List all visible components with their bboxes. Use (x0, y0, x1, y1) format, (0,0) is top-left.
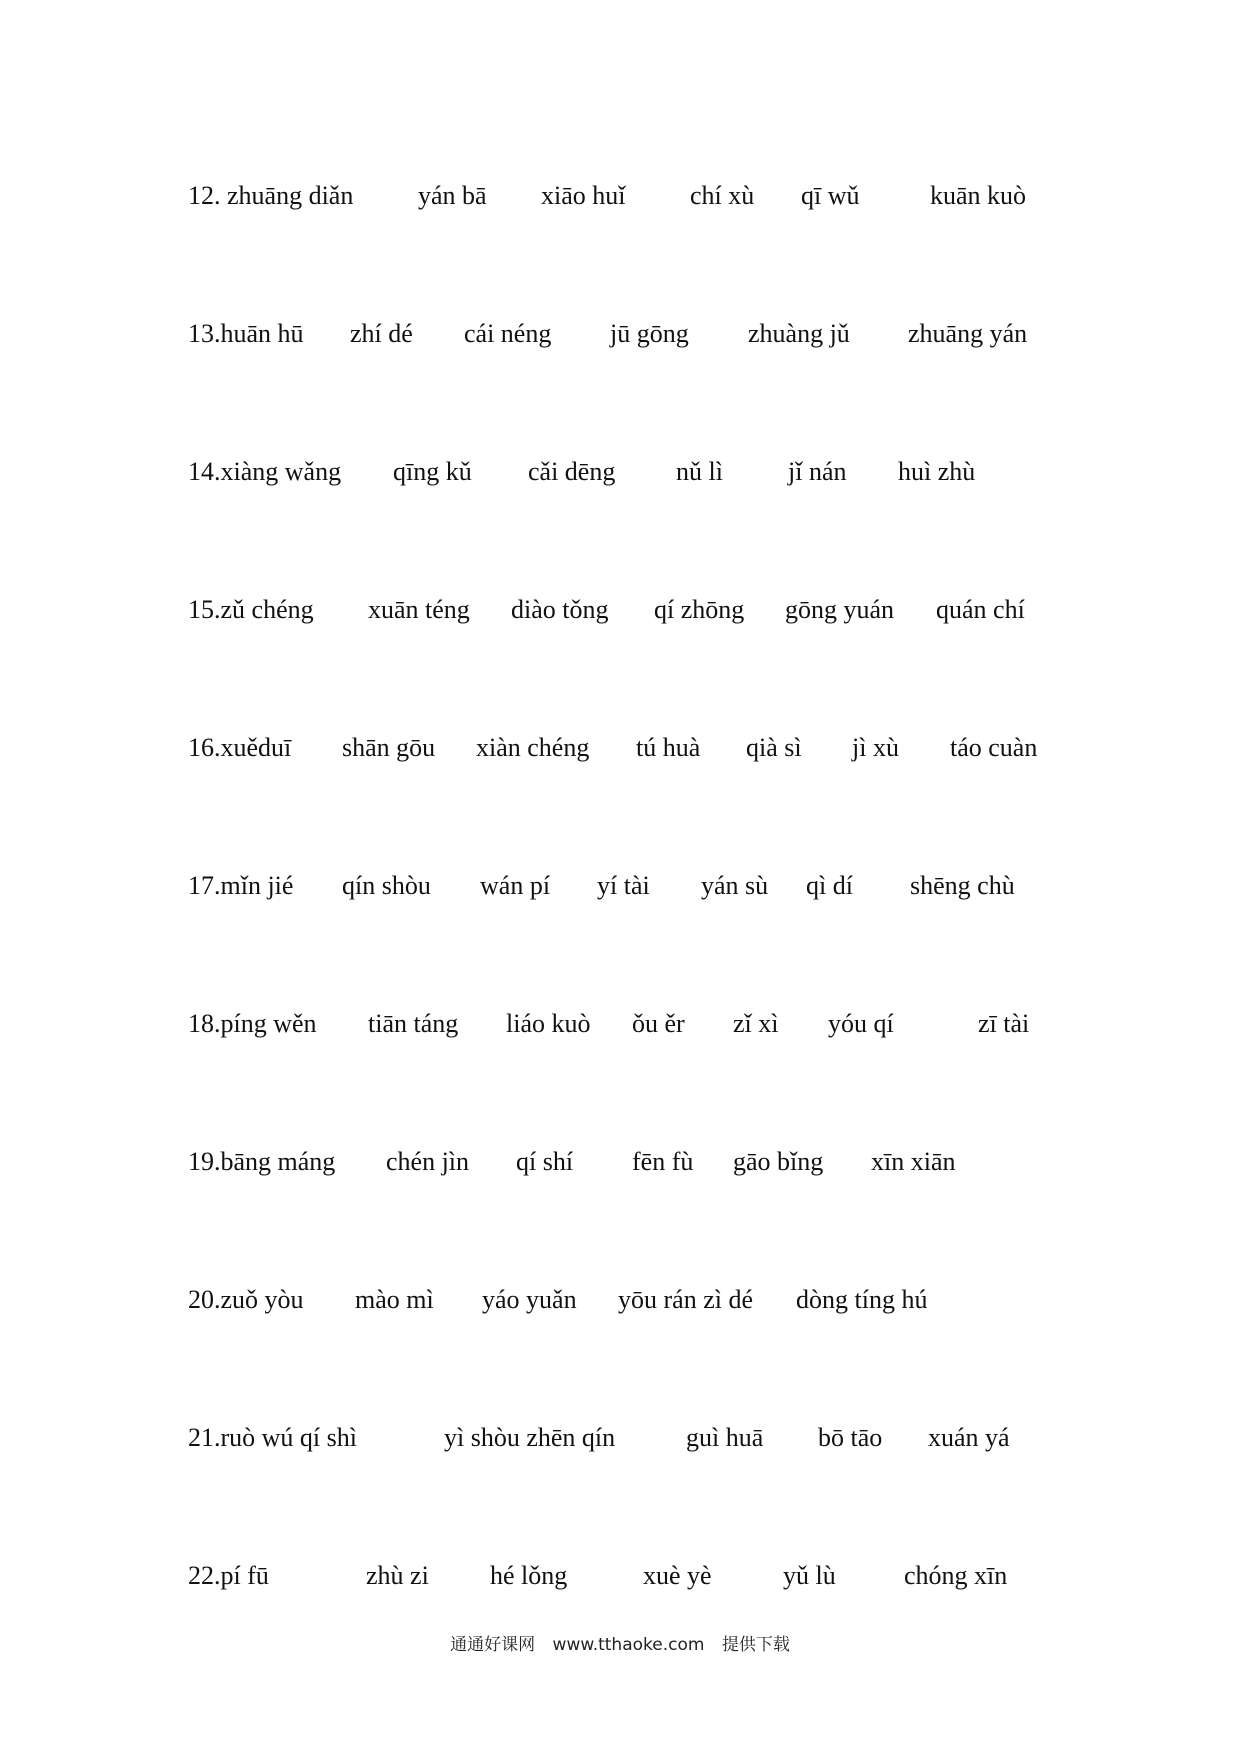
pinyin-word: tú huà (636, 733, 701, 762)
pinyin-word: 20.zuǒ yòu (188, 1285, 304, 1314)
pinyin-word: xuán yá (928, 1423, 1010, 1452)
pinyin-word: kuān kuò (930, 181, 1027, 210)
pinyin-word: diào tǒng (511, 595, 609, 624)
pinyin-word: tiān táng (368, 1009, 459, 1038)
pinyin-word: zhuàng jǔ (748, 319, 850, 348)
pinyin-word: xuān téng (368, 595, 470, 624)
pinyin-word: gōng yuán (785, 595, 895, 624)
pinyin-word: yán sù (701, 871, 769, 900)
pinyin-word: shān gōu (342, 733, 436, 762)
footer-suffix: 提供下载 (721, 1635, 790, 1655)
pinyin-word: xīn xiān (871, 1147, 956, 1176)
pinyin-word: yǔ lù (783, 1561, 836, 1590)
footer-site-name: 通通好课网 (450, 1635, 536, 1655)
pinyin-word: gāo bǐng (733, 1147, 824, 1176)
pinyin-word: yì shòu zhēn qín (444, 1423, 616, 1452)
pinyin-word: 13.huān hū (188, 319, 304, 348)
pinyin-word: 15.zǔ chéng (188, 595, 314, 624)
pinyin-word: qī wǔ (801, 181, 860, 210)
pinyin-word: qí zhōng (654, 595, 745, 624)
pinyin-word: zhù zi (366, 1561, 429, 1590)
pinyin-word: xiàn chéng (476, 733, 590, 762)
pinyin-word: yóu qí (828, 1009, 894, 1038)
pinyin-word: chí xù (690, 181, 755, 210)
pinyin-word: 19.bāng máng (188, 1147, 336, 1176)
pinyin-word: wán pí (480, 871, 551, 900)
pinyin-word: xiāo huǐ (541, 181, 626, 210)
pinyin-word: 14.xiàng wǎng (188, 457, 342, 486)
pinyin-word: 21.ruò wú qí shì (188, 1423, 357, 1452)
page-footer (0, 1630, 1240, 1655)
pinyin-word: qì dí (806, 871, 853, 900)
pinyin-word: ǒu ěr (632, 1009, 685, 1038)
pinyin-word: qià sì (746, 733, 802, 762)
pinyin-word: qín shòu (342, 871, 431, 900)
pinyin-word: bō tāo (818, 1423, 883, 1452)
pinyin-word: 12. zhuāng diǎn (188, 181, 354, 210)
pinyin-word: mào mì (355, 1285, 434, 1314)
pinyin-word: nǔ lì (676, 457, 723, 486)
pinyin-word: zhuāng yán (908, 319, 1028, 348)
pinyin-word: 17.mǐn jié (188, 871, 294, 900)
pinyin-word: jì xù (852, 733, 899, 762)
pinyin-word: zǐ xì (733, 1009, 779, 1038)
pinyin-word: yí tài (597, 871, 650, 900)
pinyin-word: zhí dé (350, 319, 413, 348)
pinyin-word: quán chí (936, 595, 1025, 624)
pinyin-word: 22.pí fū (188, 1561, 269, 1590)
pinyin-word: jǐ nán (788, 457, 847, 486)
footer-url-link[interactable]: www.tthaoke.com (552, 1635, 705, 1655)
pinyin-word: zī tài (978, 1009, 1030, 1038)
pinyin-word: xuè yè (643, 1561, 712, 1590)
pinyin-word: táo cuàn (950, 733, 1038, 762)
pinyin-word: huì zhù (898, 457, 976, 486)
pinyin-word: qí shí (516, 1147, 574, 1176)
pinyin-word: hé lǒng (490, 1561, 568, 1590)
pinyin-word: yáo yuǎn (482, 1285, 577, 1314)
pinyin-word: 18.píng wěn (188, 1009, 317, 1038)
pinyin-word: jū gōng (610, 319, 689, 348)
pinyin-word: cái néng (464, 319, 552, 348)
pinyin-word: chóng xīn (904, 1561, 1008, 1590)
pinyin-word: 16.xuěduī (188, 733, 292, 762)
pinyin-word: liáo kuò (506, 1009, 591, 1038)
pinyin-word: chén jìn (386, 1147, 470, 1176)
pinyin-word: cǎi dēng (528, 457, 616, 486)
pinyin-word: yōu rán zì dé (618, 1285, 754, 1314)
pinyin-word: qīng kǔ (393, 457, 472, 486)
pinyin-word: guì huā (686, 1423, 764, 1452)
pinyin-word: dòng tíng hú (796, 1285, 928, 1314)
pinyin-word: shēng chù (910, 871, 1015, 900)
pinyin-word: yán bā (418, 181, 487, 210)
pinyin-word: fēn fù (632, 1147, 694, 1176)
